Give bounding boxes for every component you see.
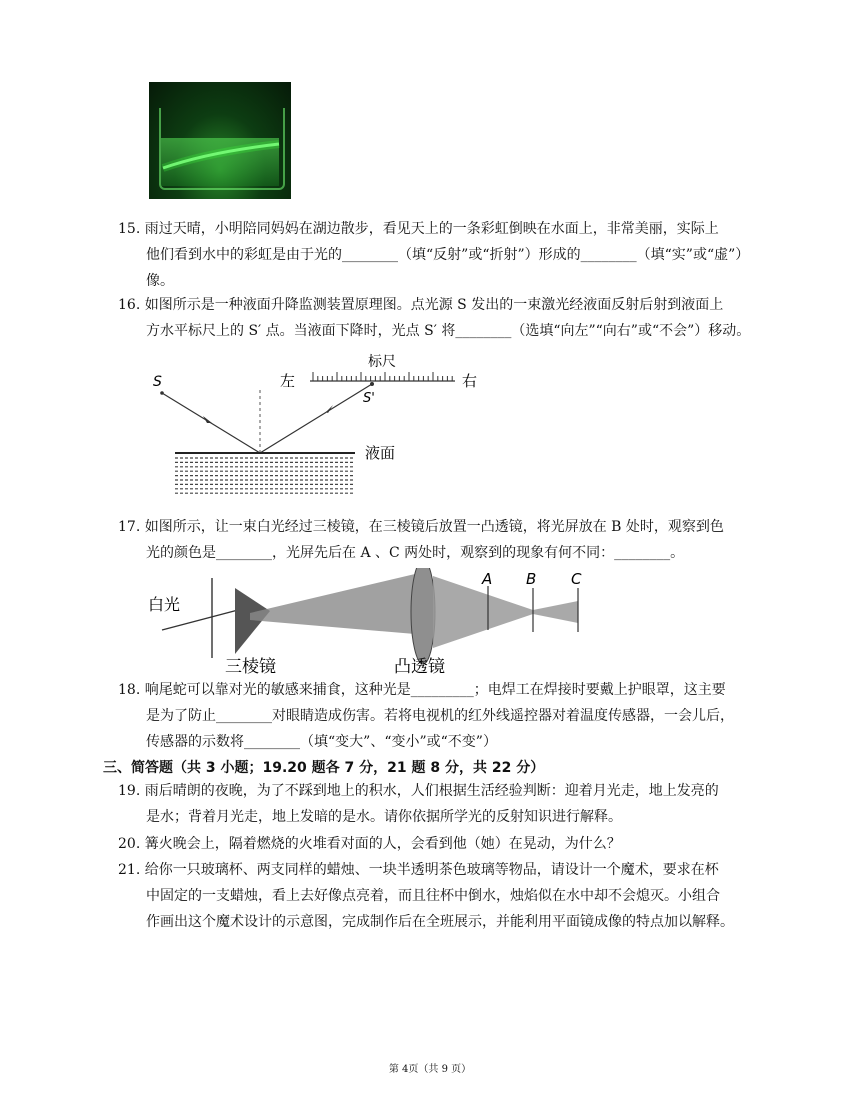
label-a: A (482, 570, 493, 588)
white-light-label: 白光 (148, 595, 181, 614)
q17-line1: 17. 如图所示，让一束白光经过三棱镜，在三棱镜后放置一凸透镜，将光屏放在 B 处时，观察到色 (118, 519, 724, 535)
q18-line1: 18. 响尾蛇可以靠对光的敏感来捕食，这种光是_________；电焊工在焊接时要戴上护眼罩，这主要 (118, 682, 726, 698)
q19-line1: 19. 雨后晴朗的夜晚，为了不踩到地上的积水，人们根据生活经验判断：迎着月光走，地上发亮的 (118, 783, 719, 799)
question-15 (118, 216, 749, 294)
q21-line1: 21. 给你一只玻璃杯、两支同样的蜡烛、一块半透明茶色玻璃等物品，请设计一个魔术，要求在杯 (118, 862, 719, 878)
lens-label: 凸透镜 (394, 657, 445, 677)
ruler-right-label: 右 (462, 372, 478, 390)
section-3-heading: 三、简答题（共 3 小题；19.20 题各 7 分，21 题 8 分，共 22 分） (103, 760, 545, 776)
ruler-label: 标尺 (368, 354, 396, 370)
q16-line2: 方水平标尺上的 S′ 点。当液面下降时，光点 S′ 将________（选填“向左”“向右”或“不会”）移动。 (146, 323, 751, 339)
q15-line3: 像。 (146, 273, 174, 289)
question-21 (118, 857, 734, 935)
prism-label: 三棱镜 (225, 657, 276, 677)
q18-line3: 传感器的示数将________（填“变大”、“变小”或“不变”） (146, 734, 497, 750)
liquid-hatching (175, 458, 355, 493)
ruler-left-label: 左 (280, 372, 296, 390)
question-18 (118, 677, 734, 755)
page-footer: 第 4页（共 9 页） (388, 1064, 472, 1075)
liquid-level-figure (150, 350, 490, 500)
q17-line2: 光的颜色是________，光屏先后在 A 、C 两处时，观察到的现象有何不同：________。 (146, 545, 685, 561)
label-c: C (571, 570, 582, 588)
spot-s-prime-label: S' (363, 391, 375, 406)
q15-line1: 15. 雨过天晴，小明陪同妈妈在湖边散步，看见天上的一条彩虹倒映在水面上，非常美丽，实际上 (118, 221, 719, 237)
laser-tank-photo (149, 82, 291, 199)
laser-beam-graphic (149, 82, 291, 199)
q18-line2: 是为了防止________对眼睛造成伤害。若将电视机的红外线遥控器对着温度传感器，一会儿后， (146, 708, 734, 724)
label-b: B (526, 570, 537, 588)
question-17 (118, 514, 724, 566)
diverging-beam (533, 601, 578, 623)
q15-line2: 他们看到水中的彩虹是由于光的________（填“反射”或“折射”）形成的________（填“实”或“虚”） (146, 247, 750, 263)
reflected-ray (260, 384, 372, 453)
convex-lens (411, 568, 435, 664)
surface-label: 液面 (365, 444, 396, 462)
q21-line3: 作画出这个魔术设计的示意图，完成制作后在全班展示，并能利用平面镜成像的特点加以解释。 (146, 914, 734, 930)
q19-line2: 是水；背着月光走，地上发暗的是水。请你依据所学光的反射知识进行解释。 (146, 809, 622, 825)
q20-line1: 20. 篝火晚会上，隔着燃烧的火堆看对面的人，会看到他（她）在晃动，为什么？ (118, 836, 621, 852)
ruler-ticks (313, 372, 452, 381)
question-20 (118, 831, 621, 857)
dispersed-beam (250, 574, 415, 634)
question-16 (118, 292, 750, 344)
source-s-label: S (153, 374, 162, 390)
q16-line1: 16. 如图所示是一种液面升降监测装置原理图。点光源 S 发出的一束激光经液面反射后射到液面上 (118, 297, 724, 313)
q21-line2: 中固定的一支蜡烛，看上去好像点亮着，而且往杯中倒水，烛焰似在水中却不会熄灭。小组合 (146, 888, 720, 904)
question-19 (118, 778, 719, 830)
prism-lens-figure (140, 568, 600, 678)
